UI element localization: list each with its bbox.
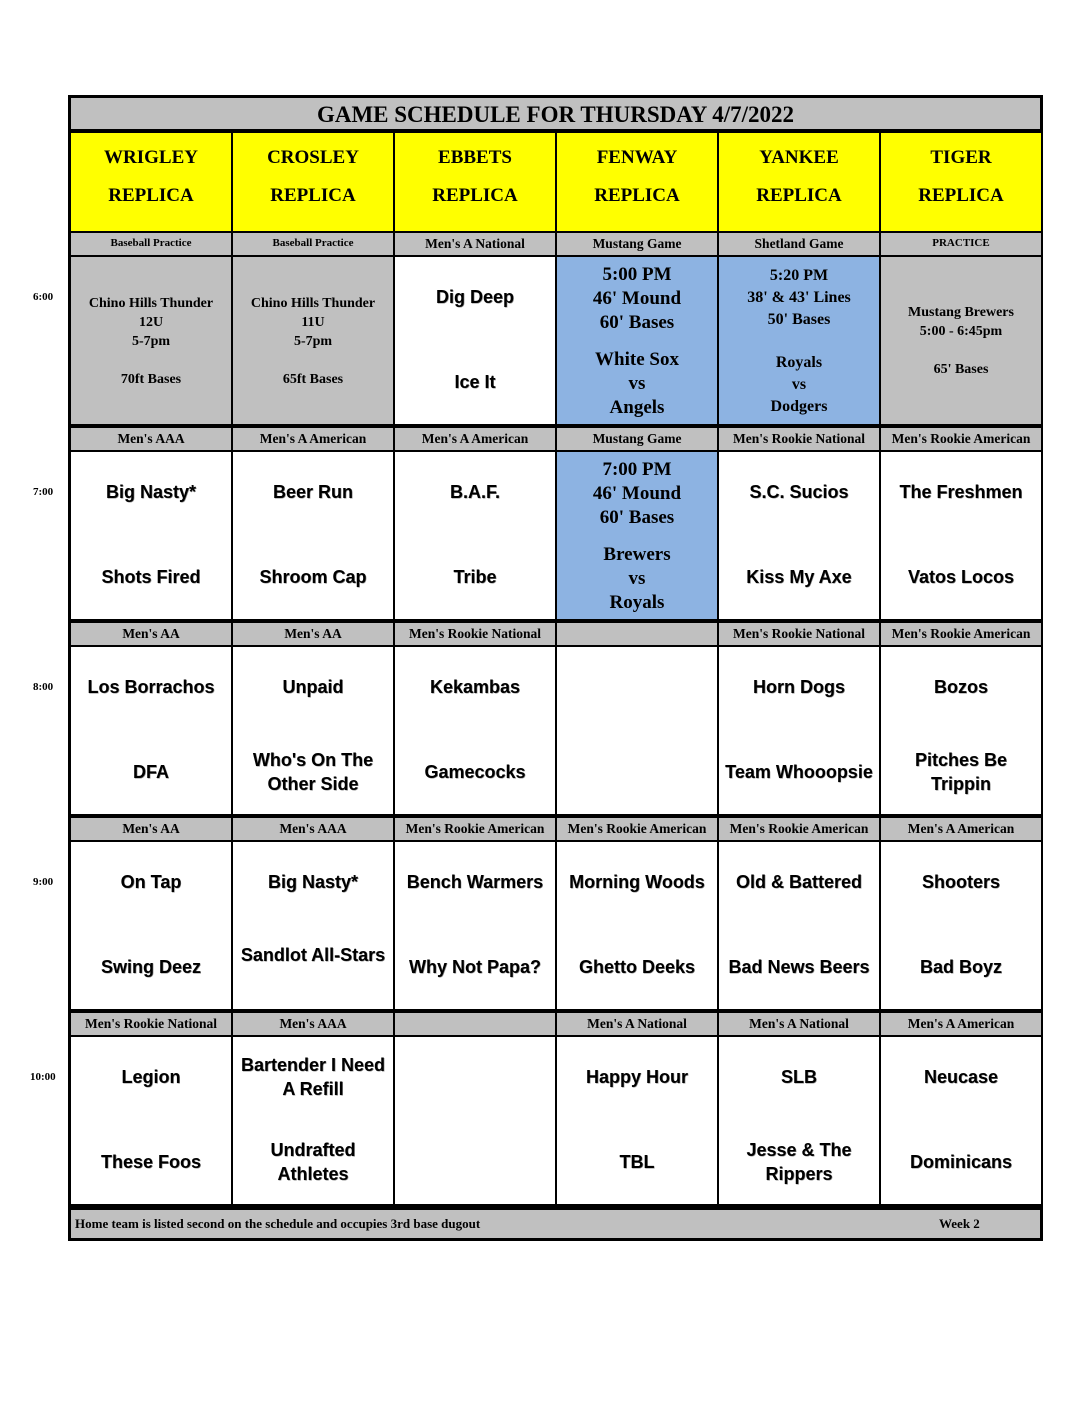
game-cell	[233, 647, 393, 814]
division-label: Men's A National	[719, 1013, 879, 1035]
division-label: Men's AAA	[233, 1013, 393, 1035]
away-team: Kekambas	[429, 677, 521, 697]
away-team: The Freshmen	[899, 482, 1023, 502]
game-cell	[395, 1037, 555, 1204]
game-cell	[233, 452, 393, 619]
away-team: Horn Dogs	[753, 677, 845, 697]
home-team: Undrafted Athletes	[270, 1140, 356, 1184]
division-label: Men's Rookie National	[395, 623, 555, 645]
game-cell	[395, 842, 555, 1009]
division-label: Men's A American	[395, 428, 555, 450]
field-name: TIGER	[930, 147, 992, 168]
home-team: Dominicans	[909, 1152, 1013, 1172]
field-header-tiger	[881, 133, 1041, 231]
division-label: Men's A National	[395, 233, 555, 255]
division-label	[557, 623, 717, 645]
game-cell	[557, 842, 717, 1009]
time-label: 6:00	[33, 291, 54, 303]
away-team: Shooters	[921, 872, 1000, 892]
practice-line: 12U	[138, 315, 164, 330]
mustang-line: Angels	[609, 397, 665, 418]
game-cell	[719, 452, 879, 619]
field-subtitle: REPLICA	[594, 185, 680, 206]
division-label: Mustang Game	[557, 233, 717, 255]
field-header-yankee	[719, 133, 879, 231]
division-label: Mustang Game	[557, 428, 717, 450]
field-subtitle: REPLICA	[756, 185, 842, 206]
mustang-line: 38' & 43' Lines	[747, 289, 851, 306]
away-team: B.A.F.	[449, 482, 500, 502]
field-name: YANKEE	[759, 147, 839, 168]
time-label: 8:00	[33, 681, 54, 693]
field-header-wrigley	[71, 133, 231, 231]
practice-line: 65' Bases	[933, 362, 989, 377]
game-cell	[71, 452, 231, 619]
home-team: DFA	[133, 762, 169, 782]
game-cell	[881, 1037, 1041, 1204]
away-team: Bozos	[934, 677, 988, 697]
division-label: Men's Rookie American	[557, 818, 717, 840]
practice-cell	[881, 257, 1041, 424]
mustang-line: 50' Bases	[767, 311, 831, 328]
field-subtitle: REPLICA	[432, 185, 518, 206]
away-team: Beer Run	[272, 482, 353, 502]
mustang-line: 46' Mound	[592, 288, 682, 309]
division-label: PRACTICE	[881, 233, 1041, 255]
division-label: Men's Rookie American	[719, 818, 879, 840]
away-team: Old & Battered	[735, 872, 863, 892]
practice-line: Chino Hills Thunder	[88, 296, 214, 311]
home-team: Bad News Beers	[728, 957, 870, 977]
field-subtitle: REPLICA	[108, 185, 194, 206]
game-cell	[71, 647, 231, 814]
division-label: Men's AAA	[71, 428, 231, 450]
mustang-line: 5:20 PM	[769, 267, 829, 284]
division-label: Men's Rookie National	[719, 428, 879, 450]
away-team: Los Borrachos	[87, 677, 215, 697]
game-cell	[71, 842, 231, 1009]
division-label: Men's A American	[881, 1013, 1041, 1035]
mustang-line: 7:00 PM	[602, 459, 672, 480]
away-team: S.C. Sucios	[749, 482, 849, 502]
field-header-ebbets	[395, 133, 555, 231]
home-team: Jesse & The Rippers	[746, 1140, 852, 1184]
away-team: Happy Hour	[585, 1067, 688, 1087]
away-team: Bartender I Need A Refill	[240, 1055, 386, 1099]
practice-cell	[233, 257, 393, 424]
mustang-game-cell	[557, 452, 717, 619]
home-team: Tribe	[453, 567, 497, 587]
field-header-fenway	[557, 133, 717, 231]
mustang-line: Royals	[609, 592, 665, 613]
away-team: Neucase	[923, 1067, 999, 1087]
away-team: Unpaid	[282, 677, 344, 697]
field-header-crosley	[233, 133, 393, 231]
time-label: 10:00	[30, 1071, 56, 1083]
field-name: EBBETS	[438, 147, 512, 168]
time-label: 9:00	[33, 876, 54, 888]
division-label: Men's AA	[233, 623, 393, 645]
away-team: Morning Woods	[569, 872, 705, 892]
home-team: These Foos	[100, 1152, 202, 1172]
away-team: Bench Warmers	[406, 872, 544, 892]
division-label: Men's Rookie American	[881, 428, 1041, 450]
away-team: Big Nasty*	[105, 482, 197, 502]
away-team: SLB	[781, 1067, 817, 1087]
division-label: Men's A American	[233, 428, 393, 450]
game-cell	[719, 842, 879, 1009]
division-label: Shetland Game	[719, 233, 879, 255]
away-team: Dig Deep	[435, 287, 514, 307]
mustang-line: Royals	[775, 354, 823, 371]
field-name: CROSLEY	[267, 147, 359, 168]
game-cell	[881, 647, 1041, 814]
home-team: Ice It	[454, 372, 496, 392]
division-label: Men's AAA	[233, 818, 393, 840]
mustang-game-cell	[719, 257, 879, 424]
schedule-footer	[71, 1210, 1040, 1238]
home-team: Gamecocks	[424, 762, 526, 782]
game-cell	[395, 257, 555, 424]
field-name: WRIGLEY	[104, 147, 198, 168]
practice-line: 5:00 - 6:45pm	[919, 324, 1003, 339]
division-label: Men's A National	[557, 1013, 717, 1035]
division-label: Men's Rookie National	[719, 623, 879, 645]
division-label	[395, 1013, 555, 1035]
mustang-line: 46' Mound	[592, 483, 682, 504]
division-label: Baseball Practice	[233, 233, 393, 255]
home-team: Kiss My Axe	[746, 567, 852, 587]
division-label: Baseball Practice	[71, 233, 231, 255]
division-label: Men's Rookie National	[71, 1013, 231, 1035]
mustang-line: Dodgers	[770, 398, 828, 415]
practice-line: 11U	[301, 315, 325, 330]
footer-note: Home team is listed second on the schedule and occupies 3rd base dugout	[75, 1216, 481, 1231]
mustang-game-cell	[557, 257, 717, 424]
field-subtitle: REPLICA	[270, 185, 356, 206]
mustang-line: 60' Bases	[599, 507, 675, 528]
week-label: Week 2	[939, 1216, 980, 1231]
practice-line: 70ft Bases	[120, 372, 182, 387]
mustang-line: vs	[628, 373, 646, 394]
game-cell	[881, 452, 1041, 619]
home-team: Bad Boyz	[919, 957, 1002, 977]
home-team: TBL	[619, 1152, 655, 1172]
game-cell	[233, 1037, 393, 1204]
game-cell	[395, 452, 555, 619]
game-cell	[557, 1037, 717, 1204]
game-cell	[881, 842, 1041, 1009]
mustang-line: Brewers	[603, 544, 671, 565]
practice-line: 5-7pm	[131, 334, 171, 349]
game-cell	[557, 647, 717, 814]
division-label: Men's Rookie American	[395, 818, 555, 840]
division-label: Men's AA	[71, 818, 231, 840]
schedule-table	[68, 95, 1043, 1241]
home-team: Sandlot All-Stars	[240, 945, 386, 965]
away-team: Legion	[121, 1067, 181, 1087]
time-label: 7:00	[33, 486, 54, 498]
game-cell	[719, 647, 879, 814]
away-team: Big Nasty*	[267, 872, 359, 892]
game-cell	[395, 647, 555, 814]
home-team: Pitches Be Trippin	[914, 750, 1008, 794]
mustang-line: vs	[791, 376, 807, 393]
home-team: Shots Fired	[101, 567, 201, 587]
home-team: Who's On The Other Side	[252, 750, 374, 794]
home-team: Why Not Papa?	[408, 957, 541, 977]
mustang-line: White Sox	[595, 349, 679, 370]
game-cell	[719, 1037, 879, 1204]
mustang-line: vs	[628, 568, 646, 589]
away-team: On Tap	[120, 872, 182, 892]
practice-line: Mustang Brewers	[908, 305, 1014, 320]
division-label: Men's A American	[881, 818, 1041, 840]
home-team: Vatos Locos	[907, 567, 1015, 587]
division-label: Men's AA	[71, 623, 231, 645]
practice-line: 65ft Bases	[282, 372, 344, 387]
game-cell	[71, 1037, 231, 1204]
practice-line: 5-7pm	[293, 334, 333, 349]
home-team: Swing Deez	[100, 957, 202, 977]
field-name: FENWAY	[596, 147, 678, 168]
home-team: Team Whooopsie	[725, 762, 873, 782]
practice-line: Chino Hills Thunder	[250, 296, 376, 311]
home-team: Shroom Cap	[259, 567, 367, 587]
home-team: Ghetto Deeks	[578, 957, 696, 977]
field-subtitle: REPLICA	[918, 185, 1004, 206]
division-label: Men's Rookie American	[881, 623, 1041, 645]
mustang-line: 5:00 PM	[602, 264, 672, 285]
practice-cell	[71, 257, 231, 424]
game-cell	[233, 842, 393, 1009]
schedule-title: GAME SCHEDULE FOR THURSDAY 4/7/2022	[71, 98, 1040, 131]
mustang-line: 60' Bases	[599, 312, 675, 333]
